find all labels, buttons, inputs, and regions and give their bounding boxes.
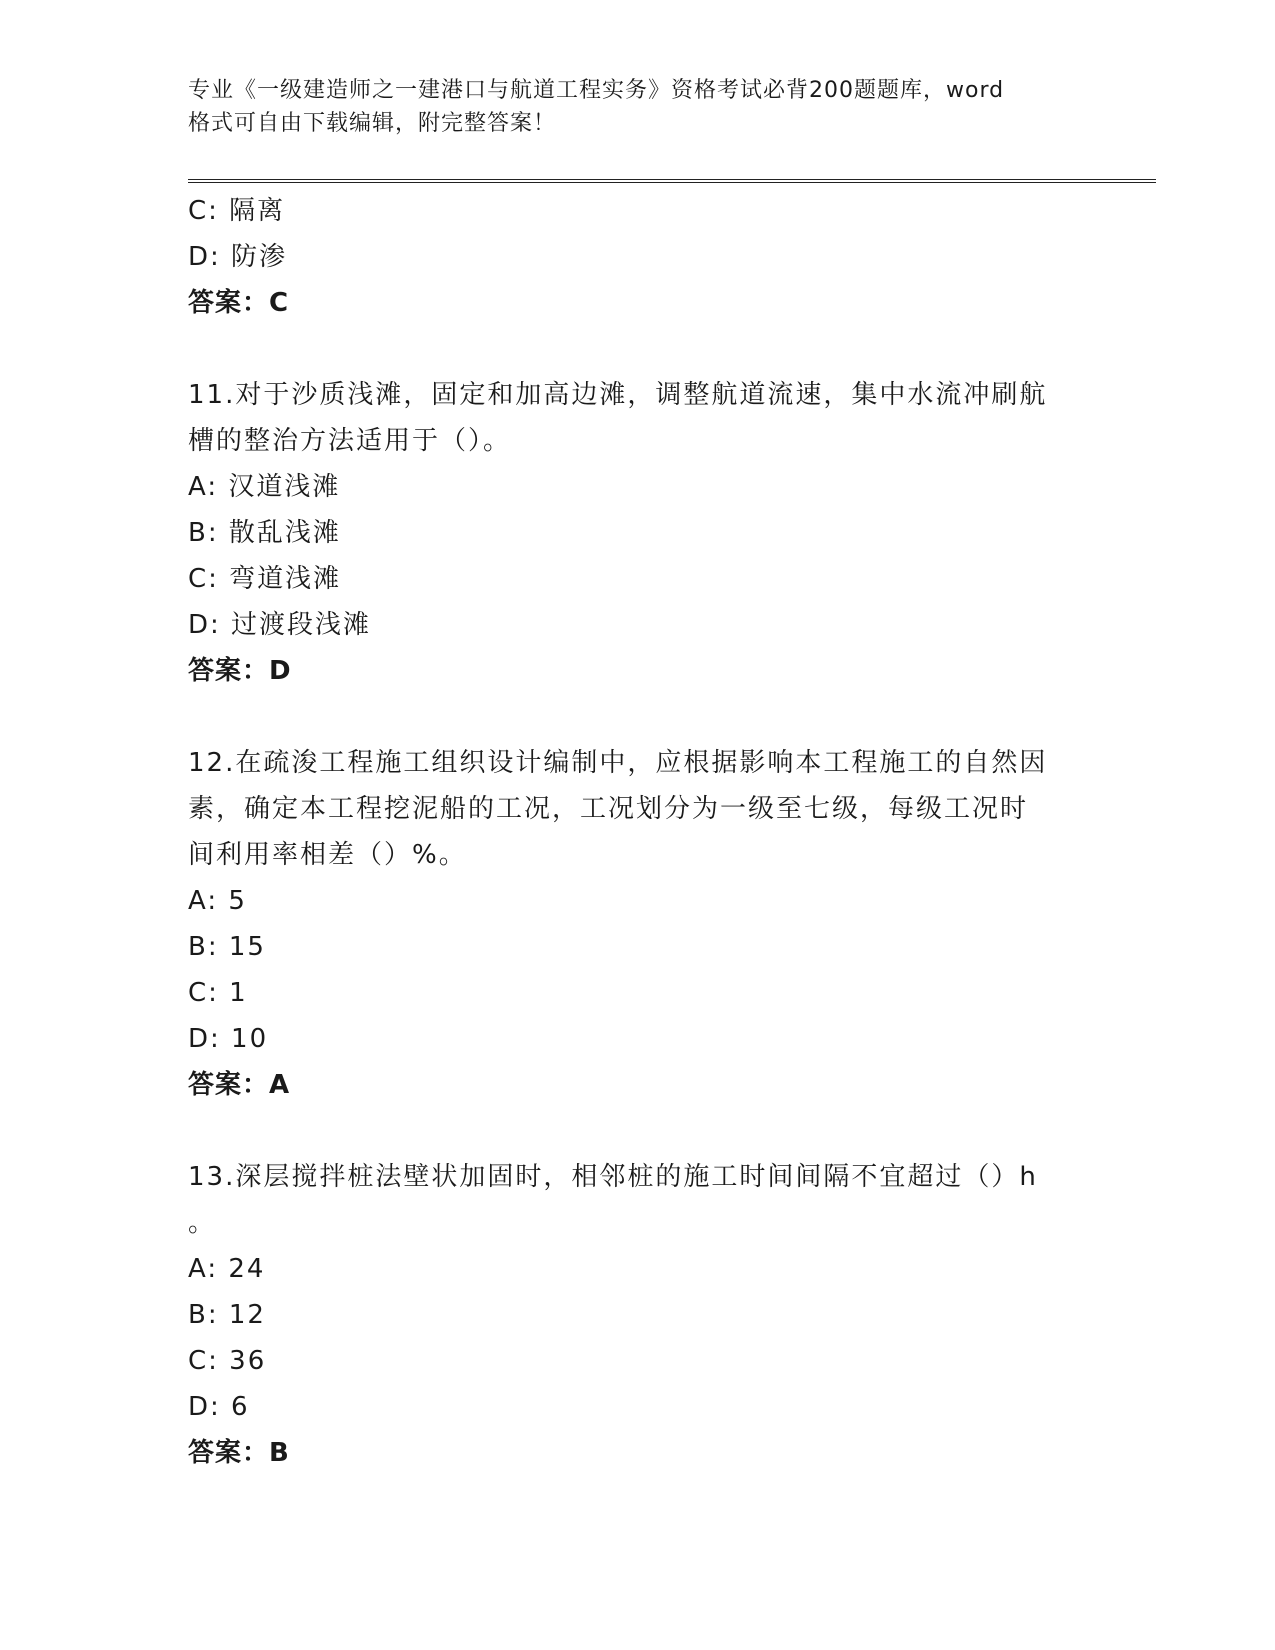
question-list — [188, 188, 1088, 1476]
option-c: C: 弯道浅滩 — [188, 564, 342, 594]
question-stem-line: 12.在疏浚工程施工组织设计编制中，应根据影响本工程施工的自然因 — [188, 748, 1048, 778]
answer: 答案：B — [188, 1438, 290, 1468]
answer: 答案：D — [188, 656, 292, 686]
option-c: C: 36 — [188, 1346, 267, 1376]
option-a: A: 汉道浅滩 — [188, 472, 341, 502]
header-title-line-1: 专业《一级建造师之一建港口与航道工程实务》资格考试必背200题题库，word — [188, 78, 1005, 103]
document-header — [188, 74, 1068, 140]
option-a: A: 24 — [188, 1254, 266, 1284]
spacer — [188, 694, 1088, 740]
option-d: D: 过渡段浅滩 — [188, 610, 372, 640]
question-stem-line: 间利用率相差（）%。 — [188, 840, 467, 870]
question-stem-line: 11.对于沙质浅滩，固定和加高边滩，调整航道流速，集中水流冲刷航 — [188, 380, 1048, 410]
option-b: B: 15 — [188, 932, 266, 962]
question-11 — [188, 372, 1088, 694]
option-d: D: 防渗 — [188, 242, 288, 272]
option-d: D: 6 — [188, 1392, 250, 1422]
header-divider — [188, 179, 1156, 183]
spacer — [188, 1108, 1088, 1154]
option-c: C: 1 — [188, 978, 248, 1008]
spacer — [188, 326, 1088, 372]
answer: 答案：A — [188, 1070, 291, 1100]
option-a: A: 5 — [188, 886, 247, 916]
question-stem-line: 13.深层搅拌桩法壁状加固时，相邻桩的施工时间间隔不宜超过（）h — [188, 1162, 1038, 1192]
header-title-line-2: 格式可自由下载编辑，附完整答案！ — [188, 111, 557, 136]
question-12 — [188, 740, 1088, 1108]
question-13 — [188, 1154, 1088, 1476]
question-10-tail — [188, 188, 1088, 326]
question-stem-line: 。 — [188, 1208, 217, 1238]
option-b: B: 散乱浅滩 — [188, 518, 341, 548]
option-c: C: 隔离 — [188, 196, 286, 226]
option-b: B: 12 — [188, 1300, 266, 1330]
question-stem-line: 槽的整治方法适用于（）。 — [188, 426, 512, 456]
question-stem-line: 素，确定本工程挖泥船的工况，工况划分为一级至七级，每级工况时 — [188, 794, 1029, 824]
option-d: D: 10 — [188, 1024, 269, 1054]
answer: 答案：C — [188, 288, 290, 318]
